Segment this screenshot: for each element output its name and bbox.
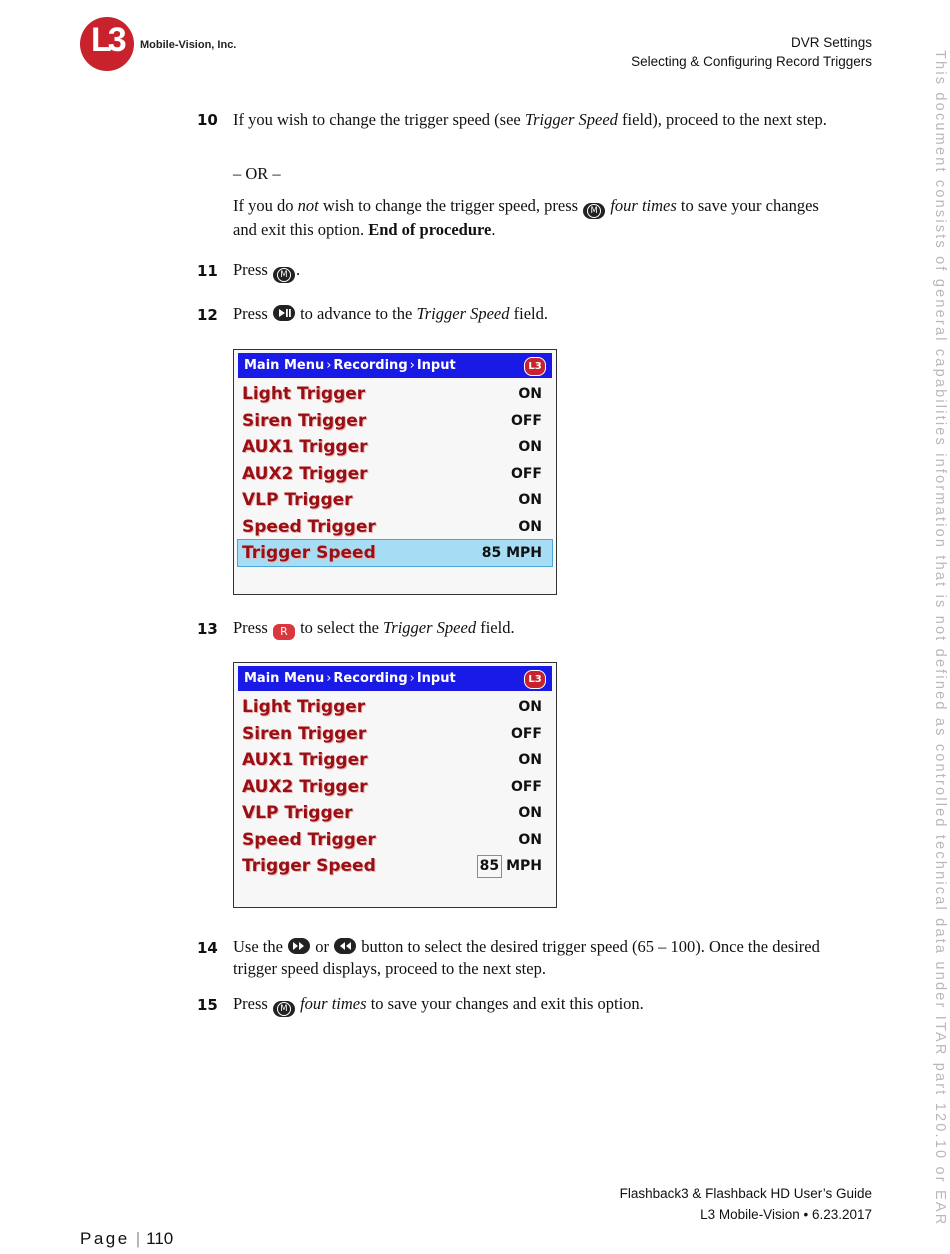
menu-row-aux1-trigger: AUX1 Trigger ON <box>242 750 542 770</box>
step-15-text: Press M four times to save your changes and exit this option. <box>233 993 843 1017</box>
dvr-screen-input-menu <box>233 349 557 595</box>
publisher-date: L3 Mobile-Vision • 6.23.2017 <box>700 1207 872 1222</box>
play-pause-button-icon <box>273 305 295 321</box>
l3-logo-icon: L3 <box>524 670 546 689</box>
fast-forward-button-icon <box>288 938 310 954</box>
subsection-title: Selecting & Configuring Record Triggers <box>631 54 872 69</box>
step-number: 12 <box>197 306 218 324</box>
menu-row-aux2-trigger: AUX2 Trigger OFF <box>242 777 542 797</box>
step-10-or: – OR – <box>233 164 281 183</box>
step-10-text: If you wish to change the trigger speed (see Trigger Speed field), proceed to the next step. <box>233 110 827 129</box>
step-14-text: Use the or button to select the desired trigger speed (65 – 100). Once the desired trigger speed displays, proceed to the next step. <box>233 937 820 978</box>
step-number: 10 <box>197 111 218 129</box>
step-12-text: Press to advance to the Trigger Speed field. <box>233 304 549 323</box>
menu-row-siren-trigger: Siren Trigger OFF <box>242 724 542 744</box>
step-number: 13 <box>197 620 218 638</box>
step-13-text: Press R to select the Trigger Speed field. <box>233 618 515 638</box>
page-number-footer: Page | 110 <box>80 1229 174 1248</box>
breadcrumb: Main Menu › Recording › Input L3 <box>238 353 552 378</box>
menu-row-vlp-trigger: VLP Trigger ON <box>242 490 542 510</box>
step-11-text: Press M . <box>233 259 843 283</box>
l3-logo-icon: L3 <box>80 17 134 71</box>
running-header <box>631 33 872 71</box>
guide-title: Flashback3 & Flashback HD User’s Guide <box>619 1186 872 1201</box>
menu-row-light-trigger: Light Trigger ON <box>242 697 542 717</box>
rewind-button-icon <box>334 938 356 954</box>
menu-row-speed-trigger: Speed Trigger ON <box>242 517 542 537</box>
m-button-icon: M <box>583 203 605 219</box>
menu-row-light-trigger: Light Trigger ON <box>242 384 542 404</box>
company-name: Mobile-Vision, Inc. <box>140 39 237 51</box>
menu-row-trigger-speed-editing: Trigger Speed 85 MPH <box>242 856 542 876</box>
page-number: 110 <box>146 1229 174 1248</box>
step-10-alt-text: If you do not wish to change the trigger speed, press M four times to save your changes and exit this option. End of procedure. <box>233 196 819 239</box>
section-title: DVR Settings <box>790 35 872 50</box>
r-button-icon: R <box>273 624 295 640</box>
dvr-screen-trigger-speed-edit <box>233 662 557 908</box>
step-number: 15 <box>197 996 218 1014</box>
footer-guide-info <box>620 1183 872 1225</box>
breadcrumb: Main Menu › Recording › Input L3 <box>238 666 552 691</box>
step-number: 11 <box>197 262 218 280</box>
itar-watermark: This document consists of general capabilities information that is not defined as controlled technical data under ITAR part 120.10 or EAR <box>932 50 948 1227</box>
m-button-icon: M <box>273 267 295 283</box>
menu-row-trigger-speed-highlighted: Trigger Speed 85 MPH <box>238 540 552 566</box>
menu-row-aux1-trigger: AUX1 Trigger ON <box>242 437 542 457</box>
menu-row-speed-trigger: Speed Trigger ON <box>242 830 542 850</box>
company-logo <box>80 17 236 71</box>
menu-row-siren-trigger: Siren Trigger OFF <box>242 411 542 431</box>
speed-value-box: 85 <box>477 855 502 878</box>
menu-row-aux2-trigger: AUX2 Trigger OFF <box>242 464 542 484</box>
step-number: 14 <box>197 939 218 957</box>
m-button-icon: M <box>273 1001 295 1017</box>
l3-logo-icon: L3 <box>524 357 546 376</box>
menu-row-vlp-trigger: VLP Trigger ON <box>242 803 542 823</box>
